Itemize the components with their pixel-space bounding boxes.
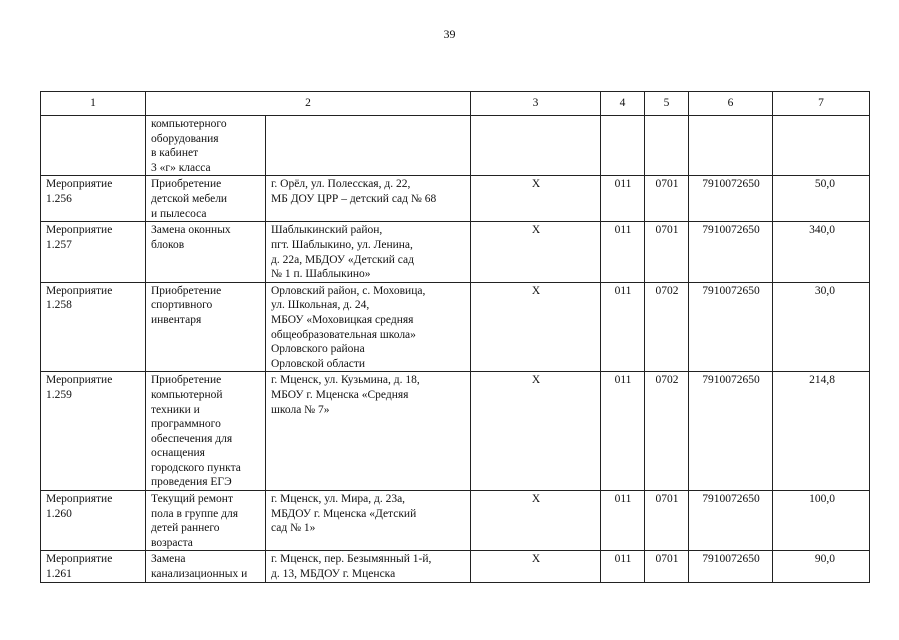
- column-header: 2: [146, 92, 471, 116]
- activity-address: [266, 116, 471, 176]
- column-header: 7: [773, 92, 870, 116]
- activity-name: Текущий ремонт пола в группе для детей раннего возраста: [146, 491, 266, 551]
- column-header: 4: [601, 92, 645, 116]
- page-number: 39: [443, 27, 456, 41]
- col6-value: 7910072650: [689, 551, 773, 582]
- activity-name: компьютерного оборудования в кабинет 3 «г» класса: [146, 116, 266, 176]
- col5-value: 0701: [645, 551, 689, 582]
- col7-value: 30,0: [773, 282, 870, 372]
- activity-address: г. Мценск, пер. Безымянный 1-й, д. 13, МБДОУ г. Мценска: [266, 551, 471, 582]
- col3-value: X: [471, 551, 601, 582]
- col7-value: 214,8: [773, 372, 870, 491]
- col5-value: 0702: [645, 282, 689, 372]
- activity-id: Мероприятие 1.259: [41, 372, 146, 491]
- activity-id: Мероприятие 1.257: [41, 222, 146, 282]
- col4-value: [601, 116, 645, 176]
- col3-value: X: [471, 282, 601, 372]
- activity-address: Шаблыкинский район, пгт. Шаблыкино, ул. Ленина, д. 22а, МБДОУ «Детский сад № 1 п. Шаблыкино»: [266, 222, 471, 282]
- table-row: [41, 282, 870, 372]
- activity-id: Мероприятие 1.260: [41, 491, 146, 551]
- column-header: 5: [645, 92, 689, 116]
- col3-value: X: [471, 372, 601, 491]
- col4-value: 011: [601, 372, 645, 491]
- col4-value: 011: [601, 282, 645, 372]
- col4-value: 011: [601, 222, 645, 282]
- column-header: 3: [471, 92, 601, 116]
- activity-address: г. Мценск, ул. Мира, д. 23а, МБДОУ г. Мценска «Детский сад № 1»: [266, 491, 471, 551]
- col6-value: 7910072650: [689, 222, 773, 282]
- col6-value: 7910072650: [689, 176, 773, 222]
- activity-name: Приобретение компьютерной техники и программного обеспечения для оснащения городского пункта проведения ЕГЭ: [146, 372, 266, 491]
- col4-value: 011: [601, 551, 645, 582]
- activity-id: Мероприятие 1.261: [41, 551, 146, 582]
- col5-value: 0702: [645, 372, 689, 491]
- col3-value: X: [471, 176, 601, 222]
- activity-address: г. Мценск, ул. Кузьмина, д. 18, МБОУ г. Мценска «Средняя школа № 7»: [266, 372, 471, 491]
- table-row: [41, 176, 870, 222]
- table-header-row: [41, 92, 870, 116]
- col4-value: 011: [601, 176, 645, 222]
- col7-value: 50,0: [773, 176, 870, 222]
- table-row: [41, 372, 870, 491]
- activity-address: г. Орёл, ул. Полесская, д. 22, МБ ДОУ ЦРР – детский сад № 68: [266, 176, 471, 222]
- col3-value: X: [471, 491, 601, 551]
- table-row: [41, 222, 870, 282]
- col7-value: 90,0: [773, 551, 870, 582]
- col4-value: 011: [601, 491, 645, 551]
- column-header: 6: [689, 92, 773, 116]
- activity-id: [41, 116, 146, 176]
- col5-value: 0701: [645, 222, 689, 282]
- col6-value: 7910072650: [689, 282, 773, 372]
- activity-name: Приобретение спортивного инвентаря: [146, 282, 266, 372]
- table-row: [41, 116, 870, 176]
- col5-value: [645, 116, 689, 176]
- table-row: [41, 551, 870, 582]
- activity-id: Мероприятие 1.256: [41, 176, 146, 222]
- budget-table: [40, 91, 870, 583]
- col3-value: [471, 116, 601, 176]
- col7-value: 340,0: [773, 222, 870, 282]
- col6-value: 7910072650: [689, 491, 773, 551]
- col6-value: 7910072650: [689, 372, 773, 491]
- activity-address: Орловский район, с. Моховица, ул. Школьная, д. 24, МБОУ «Моховицкая средняя общеобразовательная школа» Орловского района Орловской области: [266, 282, 471, 372]
- activity-name: Приобретение детской мебели и пылесоса: [146, 176, 266, 222]
- table-row: [41, 491, 870, 551]
- col7-value: [773, 116, 870, 176]
- activity-id: Мероприятие 1.258: [41, 282, 146, 372]
- activity-name: Замена оконных блоков: [146, 222, 266, 282]
- col3-value: X: [471, 222, 601, 282]
- col6-value: [689, 116, 773, 176]
- activity-name: Замена канализационных и: [146, 551, 266, 582]
- col5-value: 0701: [645, 491, 689, 551]
- column-header: 1: [41, 92, 146, 116]
- col5-value: 0701: [645, 176, 689, 222]
- col7-value: 100,0: [773, 491, 870, 551]
